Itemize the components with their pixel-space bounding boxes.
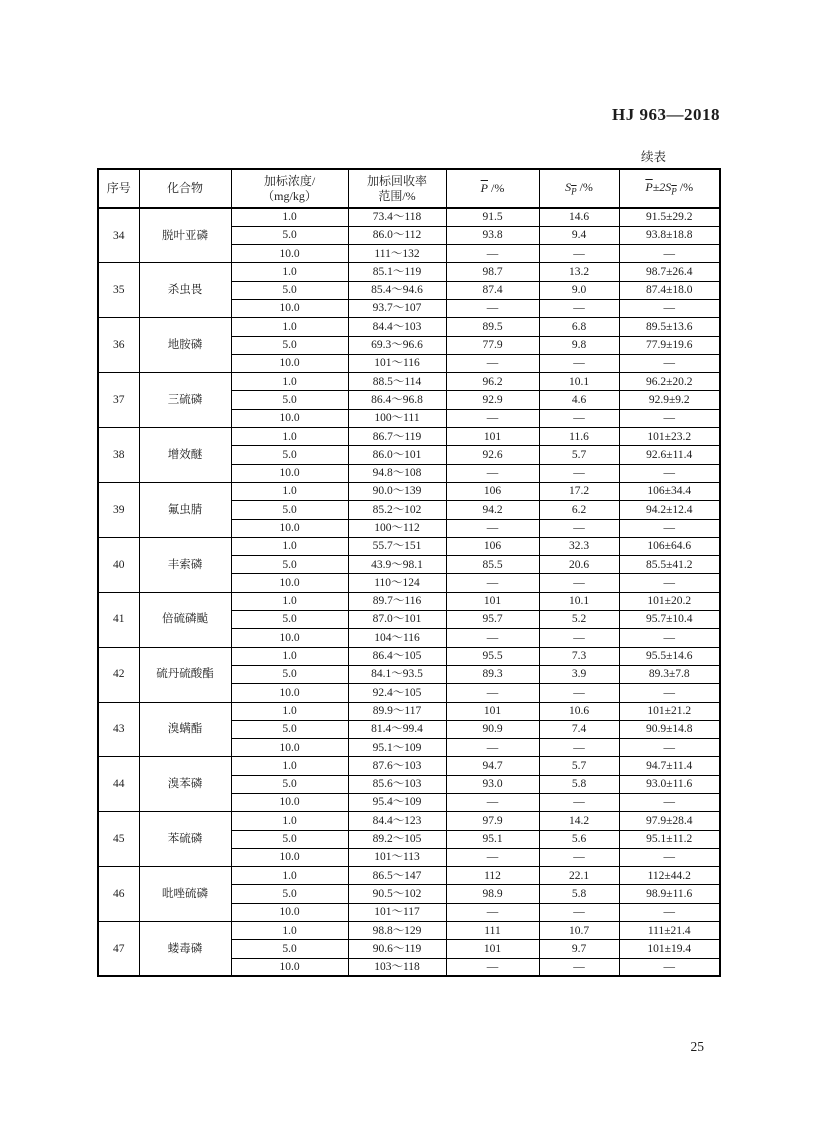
cell-concentration: 1.0	[231, 428, 348, 446]
p-bar-symbol: $\overline{P}$	[480, 181, 488, 195]
cell-concentration: 10.0	[231, 903, 348, 921]
cell-recovery-range: 89.2～105	[348, 830, 446, 848]
cell-no: 43	[98, 702, 139, 757]
sp-unit: /%	[576, 179, 593, 194]
cell-p-plus-2sp: —	[619, 903, 720, 921]
cell-compound: 脱叶亚磷	[139, 208, 231, 263]
cell-recovery-range: 43.9～98.1	[348, 556, 446, 574]
cell-recovery-range: 104～116	[348, 629, 446, 647]
cell-p-plus-2sp: —	[619, 848, 720, 866]
cell-concentration: 5.0	[231, 885, 348, 903]
table-row	[98, 428, 720, 446]
cell-p-plus-2sp: 95.7±10.4	[619, 611, 720, 629]
cell-p-plus-2sp: —	[619, 958, 720, 976]
cell-p-plus-2sp: —	[619, 629, 720, 647]
cell-p-mean: 89.5	[446, 318, 539, 336]
cell-p-mean: —	[446, 794, 539, 812]
cell-no: 40	[98, 537, 139, 592]
col-header-p-plus-2sp	[619, 169, 720, 208]
cell-sp: —	[539, 684, 619, 702]
cell-concentration: 5.0	[231, 775, 348, 793]
cell-concentration: 10.0	[231, 354, 348, 372]
cell-p-plus-2sp: 85.5±41.2	[619, 556, 720, 574]
cell-recovery-range: 94.8～108	[348, 464, 446, 482]
cell-p-mean: —	[446, 245, 539, 263]
cell-recovery-range: 90.6～119	[348, 940, 446, 958]
cell-p-mean: 95.7	[446, 611, 539, 629]
cell-p-plus-2sp: 101±23.2	[619, 428, 720, 446]
cell-recovery-range: 85.1～119	[348, 263, 446, 281]
cell-p-plus-2sp: 92.9±9.2	[619, 391, 720, 409]
cell-sp: —	[539, 519, 619, 537]
table-row	[98, 482, 720, 500]
cell-sp: —	[539, 299, 619, 317]
cell-p-plus-2sp: 95.5±14.6	[619, 647, 720, 665]
cell-concentration: 10.0	[231, 739, 348, 757]
cell-concentration: 5.0	[231, 720, 348, 738]
cell-p-plus-2sp: 98.9±11.6	[619, 885, 720, 903]
cell-concentration: 1.0	[231, 318, 348, 336]
cell-sp: 9.7	[539, 940, 619, 958]
cell-sp: —	[539, 354, 619, 372]
cell-no: 45	[98, 812, 139, 867]
cell-sp: 10.7	[539, 922, 619, 940]
cell-concentration: 1.0	[231, 373, 348, 391]
cell-recovery-range: 89.9～117	[348, 702, 446, 720]
cell-sp: 14.6	[539, 208, 619, 226]
cell-compound: 三硫磷	[139, 373, 231, 428]
cell-recovery-range: 89.7～116	[348, 592, 446, 610]
sp-subscript: P	[671, 186, 677, 197]
cell-sp: 5.7	[539, 446, 619, 464]
cell-p-mean: 97.9	[446, 812, 539, 830]
cell-p-mean: 101	[446, 428, 539, 446]
cell-sp: 11.6	[539, 428, 619, 446]
continued-table-label: 续表	[640, 150, 666, 164]
cell-recovery-range: 90.5～102	[348, 885, 446, 903]
cell-concentration: 10.0	[231, 245, 348, 263]
cell-compound: 氟虫腈	[139, 482, 231, 537]
cell-concentration: 5.0	[231, 501, 348, 519]
col-header-compound: 化合物	[139, 169, 231, 208]
cell-p-mean: —	[446, 903, 539, 921]
cell-no: 38	[98, 428, 139, 483]
cell-recovery-range: 84.4～103	[348, 318, 446, 336]
cell-p-mean: 93.8	[446, 226, 539, 244]
cell-p-plus-2sp: 89.3±7.8	[619, 665, 720, 683]
cell-sp: —	[539, 409, 619, 427]
cell-p-plus-2sp: 89.5±13.6	[619, 318, 720, 336]
cell-p-plus-2sp: 77.9±19.6	[619, 336, 720, 354]
cell-compound: 蝼毒磷	[139, 922, 231, 977]
cell-p-mean: —	[446, 354, 539, 372]
cell-concentration: 1.0	[231, 922, 348, 940]
cell-sp: 17.2	[539, 482, 619, 500]
cell-p-plus-2sp: 111±21.4	[619, 922, 720, 940]
cell-concentration: 1.0	[231, 647, 348, 665]
cell-p-plus-2sp: 91.5±29.2	[619, 208, 720, 226]
cell-p-mean: 112	[446, 867, 539, 885]
cell-sp: —	[539, 794, 619, 812]
cell-sp: 9.0	[539, 281, 619, 299]
cell-sp: 10.1	[539, 592, 619, 610]
cell-compound: 倍硫磷颭	[139, 592, 231, 647]
cell-recovery-range: 86.5～147	[348, 867, 446, 885]
cell-no: 37	[98, 373, 139, 428]
cell-sp: 20.6	[539, 556, 619, 574]
cell-sp: —	[539, 464, 619, 482]
doc-number: HJ 963—2018	[612, 105, 720, 124]
cell-sp: 7.4	[539, 720, 619, 738]
cell-compound: 溴苯磷	[139, 757, 231, 812]
cell-p-plus-2sp: 94.2±12.4	[619, 501, 720, 519]
cell-recovery-range: 86.7～119	[348, 428, 446, 446]
cell-concentration: 5.0	[231, 940, 348, 958]
cell-no: 46	[98, 867, 139, 922]
cell-recovery-range: 69.3～96.6	[348, 336, 446, 354]
cell-p-plus-2sp: —	[619, 794, 720, 812]
cell-recovery-range: 86.4～105	[348, 647, 446, 665]
cell-recovery-range: 101～113	[348, 848, 446, 866]
cell-p-mean: 101	[446, 702, 539, 720]
cell-recovery-range: 85.2～102	[348, 501, 446, 519]
col-header-no: 序号	[98, 169, 139, 208]
table-row	[98, 757, 720, 775]
cell-no: 41	[98, 592, 139, 647]
cell-p-mean: —	[446, 739, 539, 757]
cell-p-plus-2sp: —	[619, 299, 720, 317]
table-header	[98, 169, 720, 208]
cell-concentration: 5.0	[231, 665, 348, 683]
cell-p-plus-2sp: 93.0±11.6	[619, 775, 720, 793]
cell-concentration: 5.0	[231, 830, 348, 848]
table-row	[98, 922, 720, 940]
cell-p-plus-2sp: 98.7±26.4	[619, 263, 720, 281]
cell-concentration: 5.0	[231, 611, 348, 629]
cell-p-mean: —	[446, 299, 539, 317]
cell-recovery-range: 86.0～112	[348, 226, 446, 244]
cell-sp: 6.8	[539, 318, 619, 336]
cell-no: 39	[98, 482, 139, 537]
cell-recovery-range: 101～116	[348, 354, 446, 372]
cell-recovery-range: 86.0～101	[348, 446, 446, 464]
cell-sp: 4.6	[539, 391, 619, 409]
cell-compound: 硫丹硫酸酯	[139, 647, 231, 702]
cell-concentration: 10.0	[231, 958, 348, 976]
table-row	[98, 812, 720, 830]
cell-concentration: 10.0	[231, 848, 348, 866]
cell-compound: 溴螨酯	[139, 702, 231, 757]
cell-recovery-range: 86.4～96.8	[348, 391, 446, 409]
cell-p-plus-2sp: 94.7±11.4	[619, 757, 720, 775]
cell-p-mean: 98.9	[446, 885, 539, 903]
cell-recovery-range: 87.6～103	[348, 757, 446, 775]
cell-concentration: 10.0	[231, 519, 348, 537]
cell-p-mean: 87.4	[446, 281, 539, 299]
cell-p-plus-2sp: —	[619, 739, 720, 757]
cell-p-mean: 95.5	[446, 647, 539, 665]
cell-sp: 5.6	[539, 830, 619, 848]
table-row	[98, 537, 720, 555]
cell-p-mean: 89.3	[446, 665, 539, 683]
cell-sp: 22.1	[539, 867, 619, 885]
cell-concentration: 1.0	[231, 482, 348, 500]
cell-recovery-range: 103～118	[348, 958, 446, 976]
cell-concentration: 5.0	[231, 336, 348, 354]
cell-sp: —	[539, 574, 619, 592]
cell-concentration: 10.0	[231, 629, 348, 647]
col-header-recovery-range	[348, 169, 446, 208]
cell-p-mean: —	[446, 409, 539, 427]
cell-recovery-range: 84.4～123	[348, 812, 446, 830]
table-row	[98, 867, 720, 885]
cell-sp: 14.2	[539, 812, 619, 830]
cell-p-mean: 91.5	[446, 208, 539, 226]
cell-p-plus-2sp: 101±19.4	[619, 940, 720, 958]
cell-p-mean: 93.0	[446, 775, 539, 793]
cell-no: 47	[98, 922, 139, 977]
cell-p-plus-2sp: —	[619, 684, 720, 702]
cell-p-mean: —	[446, 684, 539, 702]
cell-sp: —	[539, 958, 619, 976]
cell-p-mean: 106	[446, 537, 539, 555]
cell-p-mean: 90.9	[446, 720, 539, 738]
table-row	[98, 318, 720, 336]
cell-p-plus-2sp: —	[619, 464, 720, 482]
cell-p-mean: 77.9	[446, 336, 539, 354]
cell-concentration: 5.0	[231, 556, 348, 574]
cell-p-plus-2sp: 92.6±11.4	[619, 446, 720, 464]
cell-concentration: 10.0	[231, 464, 348, 482]
page-number: 25	[690, 1039, 704, 1054]
cell-recovery-range: 98.8～129	[348, 922, 446, 940]
cell-recovery-range: 95.1～109	[348, 739, 446, 757]
cell-concentration: 1.0	[231, 592, 348, 610]
cell-concentration: 10.0	[231, 299, 348, 317]
table-row	[98, 702, 720, 720]
cell-recovery-range: 111～132	[348, 245, 446, 263]
cell-p-plus-2sp: 112±44.2	[619, 867, 720, 885]
cell-p-plus-2sp: —	[619, 245, 720, 263]
cell-recovery-range: 101～117	[348, 903, 446, 921]
cell-recovery-range: 100～112	[348, 519, 446, 537]
table-body	[98, 208, 720, 976]
cell-p-mean: —	[446, 629, 539, 647]
cell-p-mean: 94.2	[446, 501, 539, 519]
cell-sp: 5.8	[539, 775, 619, 793]
cell-p-mean: 96.2	[446, 373, 539, 391]
cell-recovery-range: 100～111	[348, 409, 446, 427]
cell-recovery-range: 73.4～118	[348, 208, 446, 226]
col-header-p-mean	[446, 169, 539, 208]
cell-concentration: 5.0	[231, 281, 348, 299]
cell-sp: —	[539, 739, 619, 757]
cell-concentration: 10.0	[231, 684, 348, 702]
plus-minus-2s: ±2S	[652, 179, 672, 194]
cell-compound: 杀虫畏	[139, 263, 231, 318]
cell-p-mean: —	[446, 574, 539, 592]
col-header-concentration-line2: （mg/kg）	[262, 188, 317, 203]
cell-p-mean: —	[446, 848, 539, 866]
header-row	[98, 169, 720, 208]
cell-p-mean: 98.7	[446, 263, 539, 281]
cell-concentration: 10.0	[231, 409, 348, 427]
col-header-recovery-range-line1: 加标回收率	[366, 173, 427, 188]
cell-recovery-range: 55.7～151	[348, 537, 446, 555]
cell-recovery-range: 85.4～94.6	[348, 281, 446, 299]
cell-p-mean: 101	[446, 940, 539, 958]
cell-sp: 13.2	[539, 263, 619, 281]
cell-sp: 9.4	[539, 226, 619, 244]
cell-sp: 10.1	[539, 373, 619, 391]
cell-sp: 9.8	[539, 336, 619, 354]
cell-sp: —	[539, 903, 619, 921]
cell-p-mean: 106	[446, 482, 539, 500]
cell-concentration: 10.0	[231, 574, 348, 592]
cell-concentration: 1.0	[231, 263, 348, 281]
cell-recovery-range: 87.0～101	[348, 611, 446, 629]
cell-concentration: 1.0	[231, 537, 348, 555]
cell-p-mean: 92.6	[446, 446, 539, 464]
cell-p-mean: 85.5	[446, 556, 539, 574]
cell-sp: 32.3	[539, 537, 619, 555]
cell-recovery-range: 92.4～105	[348, 684, 446, 702]
cell-recovery-range: 88.5～114	[348, 373, 446, 391]
cell-p-plus-2sp: —	[619, 354, 720, 372]
cell-concentration: 1.0	[231, 208, 348, 226]
cell-no: 34	[98, 208, 139, 263]
cell-p-mean: 94.7	[446, 757, 539, 775]
cell-no: 42	[98, 647, 139, 702]
cell-p-plus-2sp: 87.4±18.0	[619, 281, 720, 299]
cell-concentration: 1.0	[231, 757, 348, 775]
cell-recovery-range: 81.4～99.4	[348, 720, 446, 738]
cell-p-plus-2sp: 90.9±14.8	[619, 720, 720, 738]
cell-concentration: 5.0	[231, 391, 348, 409]
col-header-recovery-range-line2: 范围/%	[378, 188, 416, 203]
cell-sp: 10.6	[539, 702, 619, 720]
p2sp-unit: /%	[676, 179, 694, 194]
cell-p-plus-2sp: 106±34.4	[619, 482, 720, 500]
cell-p-mean: —	[446, 464, 539, 482]
cell-p-plus-2sp: 106±64.6	[619, 537, 720, 555]
cell-sp: 3.9	[539, 665, 619, 683]
cell-p-plus-2sp: 101±20.2	[619, 592, 720, 610]
cell-no: 36	[98, 318, 139, 373]
cell-p-plus-2sp: —	[619, 409, 720, 427]
cell-sp: 5.8	[539, 885, 619, 903]
cell-sp: 5.7	[539, 757, 619, 775]
cell-recovery-range: 85.6～103	[348, 775, 446, 793]
cell-concentration: 5.0	[231, 446, 348, 464]
cell-p-mean: 95.1	[446, 830, 539, 848]
table-row	[98, 592, 720, 610]
cell-recovery-range: 110～124	[348, 574, 446, 592]
p-bar-symbol: $\overline{P}$	[645, 179, 653, 194]
cell-p-mean: —	[446, 958, 539, 976]
cell-recovery-range: 95.4～109	[348, 794, 446, 812]
cell-recovery-range: 90.0～139	[348, 482, 446, 500]
cell-compound: 地胺磷	[139, 318, 231, 373]
cell-p-mean: 101	[446, 592, 539, 610]
sp-subscript: P	[571, 186, 577, 197]
table-row	[98, 208, 720, 226]
cell-concentration: 1.0	[231, 867, 348, 885]
cell-concentration: 5.0	[231, 226, 348, 244]
recovery-table	[97, 168, 721, 977]
cell-sp: —	[539, 848, 619, 866]
table-row	[98, 647, 720, 665]
col-header-concentration-line1: 加标浓度/	[263, 173, 316, 188]
cell-no: 35	[98, 263, 139, 318]
cell-sp: 5.2	[539, 611, 619, 629]
p-mean-unit: /%	[488, 181, 505, 195]
cell-p-plus-2sp: 96.2±20.2	[619, 373, 720, 391]
cell-recovery-range: 84.1～93.5	[348, 665, 446, 683]
cell-p-plus-2sp: 95.1±11.2	[619, 830, 720, 848]
table-row	[98, 373, 720, 391]
cell-sp: —	[539, 629, 619, 647]
cell-p-plus-2sp: 101±21.2	[619, 702, 720, 720]
cell-compound: 苯硫磷	[139, 812, 231, 867]
col-header-sp	[539, 169, 619, 208]
cell-concentration: 1.0	[231, 812, 348, 830]
cell-sp: 6.2	[539, 501, 619, 519]
s-symbol: S	[565, 179, 572, 194]
table-row	[98, 263, 720, 281]
cell-concentration: 10.0	[231, 794, 348, 812]
cell-compound: 丰索磷	[139, 537, 231, 592]
cell-no: 44	[98, 757, 139, 812]
cell-compound: 增效醚	[139, 428, 231, 483]
cell-sp: 7.3	[539, 647, 619, 665]
col-header-concentration	[231, 169, 348, 208]
cell-compound: 吡唑硫磷	[139, 867, 231, 922]
cell-sp: —	[539, 245, 619, 263]
cell-recovery-range: 93.7～107	[348, 299, 446, 317]
cell-p-plus-2sp: —	[619, 519, 720, 537]
cell-p-mean: 92.9	[446, 391, 539, 409]
cell-p-plus-2sp: —	[619, 574, 720, 592]
cell-p-plus-2sp: 93.8±18.8	[619, 226, 720, 244]
cell-p-plus-2sp: 97.9±28.4	[619, 812, 720, 830]
cell-p-mean: 111	[446, 922, 539, 940]
cell-p-mean: —	[446, 519, 539, 537]
cell-concentration: 1.0	[231, 702, 348, 720]
